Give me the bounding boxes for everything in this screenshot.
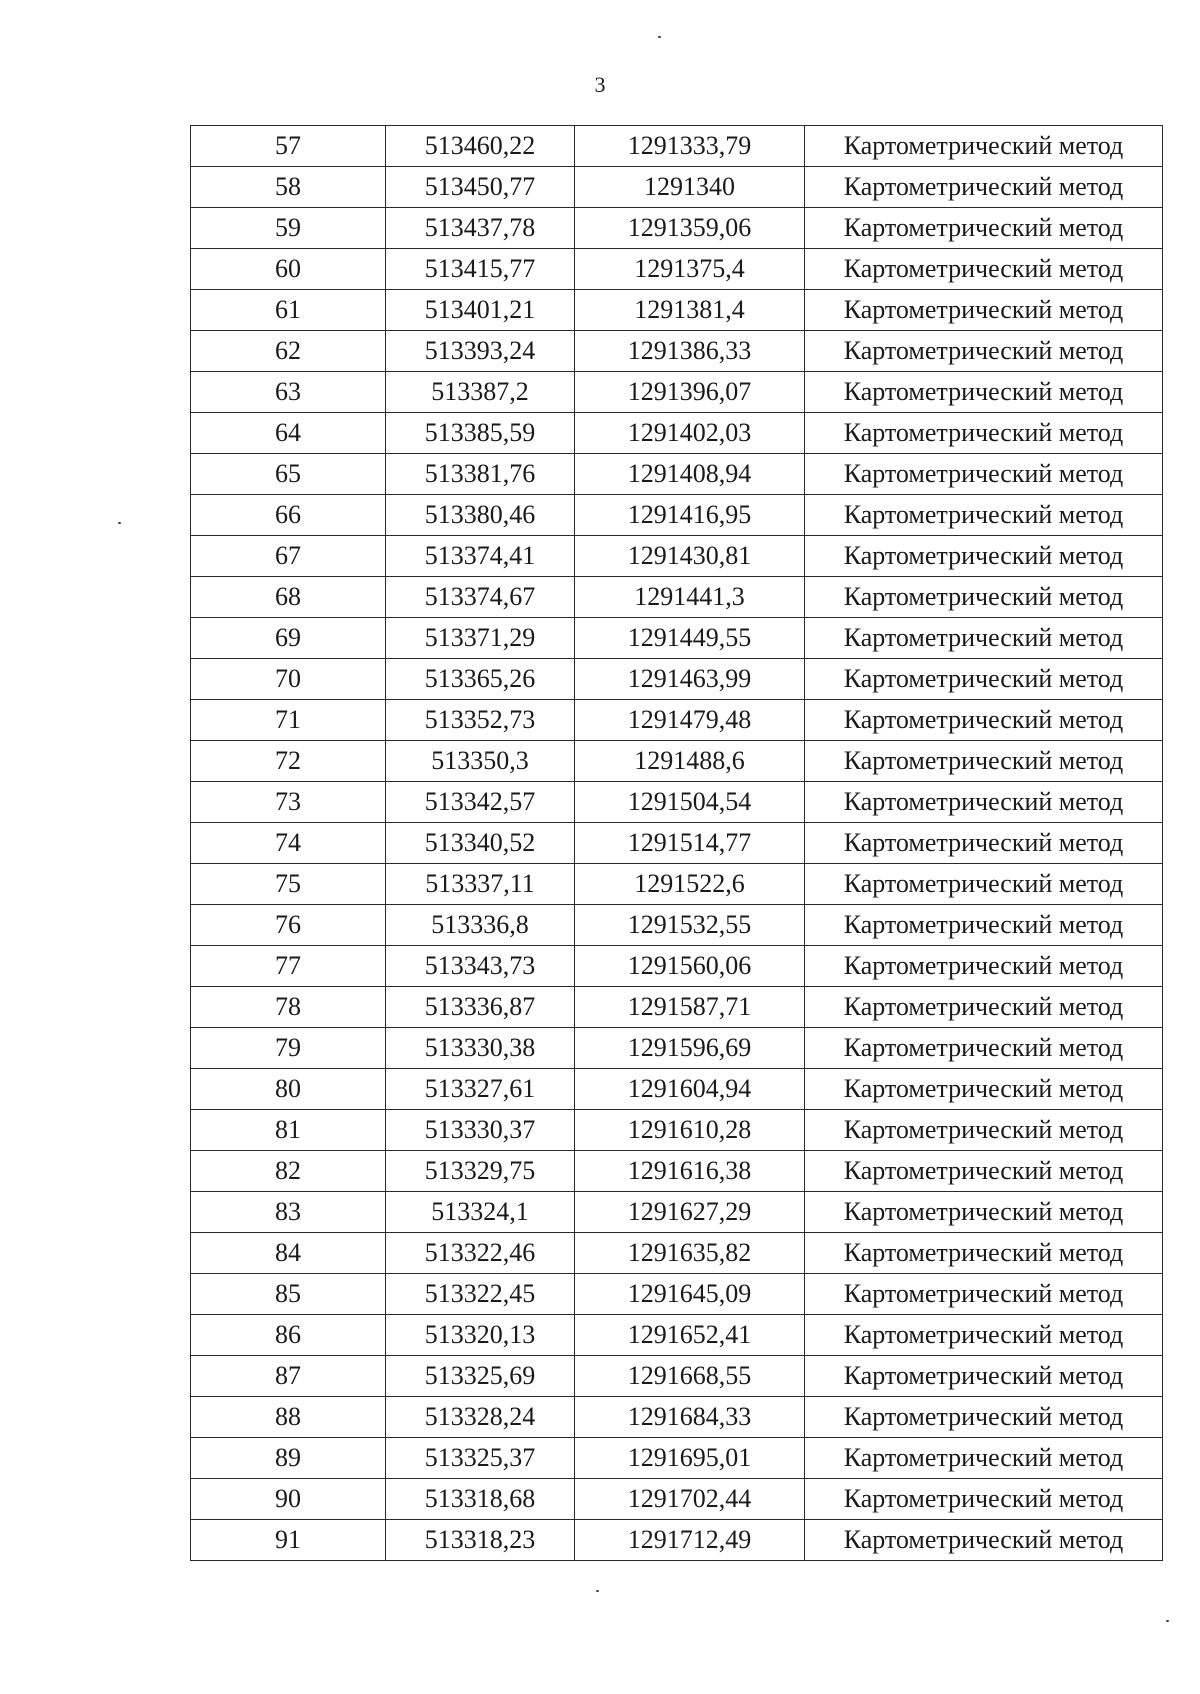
method-cell: Картометрический метод	[805, 372, 1163, 413]
y-coordinate-cell: 1291430,81	[575, 536, 805, 577]
x-coordinate-cell: 513318,23	[386, 1520, 575, 1561]
point-number-cell: 85	[191, 1274, 386, 1315]
x-coordinate-cell: 513329,75	[386, 1151, 575, 1192]
method-cell: Картометрический метод	[805, 1028, 1163, 1069]
point-number-cell: 72	[191, 741, 386, 782]
point-number-cell: 65	[191, 454, 386, 495]
method-cell: Картометрический метод	[805, 208, 1163, 249]
point-number-cell: 87	[191, 1356, 386, 1397]
method-cell: Картометрический метод	[805, 659, 1163, 700]
x-coordinate-cell: 513374,67	[386, 577, 575, 618]
x-coordinate-cell: 513330,37	[386, 1110, 575, 1151]
point-number-cell: 58	[191, 167, 386, 208]
table-row	[191, 1151, 1163, 1192]
x-coordinate-cell: 513350,3	[386, 741, 575, 782]
point-number-cell: 74	[191, 823, 386, 864]
x-coordinate-cell: 513401,21	[386, 290, 575, 331]
table-row	[191, 1479, 1163, 1520]
point-number-cell: 64	[191, 413, 386, 454]
method-cell: Картометрический метод	[805, 331, 1163, 372]
x-coordinate-cell: 513318,68	[386, 1479, 575, 1520]
method-cell: Картометрический метод	[805, 1233, 1163, 1274]
table-row	[191, 659, 1163, 700]
x-coordinate-cell: 513374,41	[386, 536, 575, 577]
x-coordinate-cell: 513322,45	[386, 1274, 575, 1315]
point-number-cell: 84	[191, 1233, 386, 1274]
method-cell: Картометрический метод	[805, 413, 1163, 454]
table-row	[191, 331, 1163, 372]
y-coordinate-cell: 1291616,38	[575, 1151, 805, 1192]
point-number-cell: 89	[191, 1438, 386, 1479]
point-number-cell: 76	[191, 905, 386, 946]
table-row	[191, 372, 1163, 413]
method-cell: Картометрический метод	[805, 1356, 1163, 1397]
method-cell: Картометрический метод	[805, 1438, 1163, 1479]
point-number-cell: 86	[191, 1315, 386, 1356]
table-row	[191, 495, 1163, 536]
table-row	[191, 577, 1163, 618]
table-row	[191, 700, 1163, 741]
table-row	[191, 823, 1163, 864]
x-coordinate-cell: 513460,22	[386, 126, 575, 167]
x-coordinate-cell: 513340,52	[386, 823, 575, 864]
y-coordinate-cell: 1291702,44	[575, 1479, 805, 1520]
point-number-cell: 67	[191, 536, 386, 577]
x-coordinate-cell: 513393,24	[386, 331, 575, 372]
point-number-cell: 79	[191, 1028, 386, 1069]
table-row	[191, 1438, 1163, 1479]
y-coordinate-cell: 1291712,49	[575, 1520, 805, 1561]
point-number-cell: 71	[191, 700, 386, 741]
table-row	[191, 946, 1163, 987]
x-coordinate-cell: 513437,78	[386, 208, 575, 249]
y-coordinate-cell: 1291610,28	[575, 1110, 805, 1151]
method-cell: Картометрический метод	[805, 1479, 1163, 1520]
point-number-cell: 59	[191, 208, 386, 249]
table-row	[191, 618, 1163, 659]
y-coordinate-cell: 1291449,55	[575, 618, 805, 659]
point-number-cell: 60	[191, 249, 386, 290]
method-cell: Картометрический метод	[805, 741, 1163, 782]
table-row	[191, 208, 1163, 249]
point-number-cell: 68	[191, 577, 386, 618]
y-coordinate-cell: 1291645,09	[575, 1274, 805, 1315]
point-number-cell: 81	[191, 1110, 386, 1151]
point-number-cell: 69	[191, 618, 386, 659]
x-coordinate-cell: 513328,24	[386, 1397, 575, 1438]
method-cell: Картометрический метод	[805, 987, 1163, 1028]
x-coordinate-cell: 513380,46	[386, 495, 575, 536]
table-row	[191, 1028, 1163, 1069]
x-coordinate-cell: 513336,87	[386, 987, 575, 1028]
x-coordinate-cell: 513387,2	[386, 372, 575, 413]
y-coordinate-cell: 1291635,82	[575, 1233, 805, 1274]
point-number-cell: 63	[191, 372, 386, 413]
table-row	[191, 413, 1163, 454]
method-cell: Картометрический метод	[805, 1274, 1163, 1315]
point-number-cell: 75	[191, 864, 386, 905]
point-number-cell: 83	[191, 1192, 386, 1233]
x-coordinate-cell: 513325,37	[386, 1438, 575, 1479]
x-coordinate-cell: 513343,73	[386, 946, 575, 987]
point-number-cell: 80	[191, 1069, 386, 1110]
y-coordinate-cell: 1291340	[575, 167, 805, 208]
point-number-cell: 88	[191, 1397, 386, 1438]
method-cell: Картометрический метод	[805, 618, 1163, 659]
method-cell: Картометрический метод	[805, 167, 1163, 208]
y-coordinate-cell: 1291396,07	[575, 372, 805, 413]
point-number-cell: 70	[191, 659, 386, 700]
x-coordinate-cell: 513450,77	[386, 167, 575, 208]
scan-speck	[1166, 1620, 1169, 1622]
point-number-cell: 66	[191, 495, 386, 536]
y-coordinate-cell: 1291386,33	[575, 331, 805, 372]
x-coordinate-cell: 513336,8	[386, 905, 575, 946]
table-row	[191, 126, 1163, 167]
y-coordinate-cell: 1291532,55	[575, 905, 805, 946]
method-cell: Картометрический метод	[805, 864, 1163, 905]
table-row	[191, 536, 1163, 577]
y-coordinate-cell: 1291587,71	[575, 987, 805, 1028]
table-row	[191, 290, 1163, 331]
y-coordinate-cell: 1291652,41	[575, 1315, 805, 1356]
y-coordinate-cell: 1291627,29	[575, 1192, 805, 1233]
x-coordinate-cell: 513342,57	[386, 782, 575, 823]
method-cell: Картометрический метод	[805, 946, 1163, 987]
x-coordinate-cell: 513320,13	[386, 1315, 575, 1356]
y-coordinate-cell: 1291359,06	[575, 208, 805, 249]
table-row	[191, 1233, 1163, 1274]
method-cell: Картометрический метод	[805, 1069, 1163, 1110]
y-coordinate-cell: 1291479,48	[575, 700, 805, 741]
method-cell: Картометрический метод	[805, 1192, 1163, 1233]
coordinates-table	[190, 125, 1163, 1561]
method-cell: Картометрический метод	[805, 905, 1163, 946]
table-row	[191, 454, 1163, 495]
method-cell: Картометрический метод	[805, 1110, 1163, 1151]
scan-speck	[596, 1590, 599, 1592]
table-row	[191, 741, 1163, 782]
x-coordinate-cell: 513352,73	[386, 700, 575, 741]
method-cell: Картометрический метод	[805, 782, 1163, 823]
method-cell: Картометрический метод	[805, 536, 1163, 577]
x-coordinate-cell: 513337,11	[386, 864, 575, 905]
table-row	[191, 249, 1163, 290]
point-number-cell: 57	[191, 126, 386, 167]
y-coordinate-cell: 1291402,03	[575, 413, 805, 454]
x-coordinate-cell: 513381,76	[386, 454, 575, 495]
x-coordinate-cell: 513385,59	[386, 413, 575, 454]
point-number-cell: 82	[191, 1151, 386, 1192]
y-coordinate-cell: 1291441,3	[575, 577, 805, 618]
method-cell: Картометрический метод	[805, 454, 1163, 495]
y-coordinate-cell: 1291522,6	[575, 864, 805, 905]
table-row	[191, 1397, 1163, 1438]
y-coordinate-cell: 1291333,79	[575, 126, 805, 167]
method-cell: Картометрический метод	[805, 823, 1163, 864]
y-coordinate-cell: 1291604,94	[575, 1069, 805, 1110]
scan-speck	[658, 36, 661, 38]
x-coordinate-cell: 513365,26	[386, 659, 575, 700]
y-coordinate-cell: 1291596,69	[575, 1028, 805, 1069]
method-cell: Картометрический метод	[805, 1397, 1163, 1438]
coordinates-table-container	[190, 125, 1162, 1561]
y-coordinate-cell: 1291375,4	[575, 249, 805, 290]
table-row	[191, 1110, 1163, 1151]
x-coordinate-cell: 513330,38	[386, 1028, 575, 1069]
point-number-cell: 78	[191, 987, 386, 1028]
table-row	[191, 987, 1163, 1028]
table-row	[191, 905, 1163, 946]
y-coordinate-cell: 1291488,6	[575, 741, 805, 782]
table-row	[191, 167, 1163, 208]
point-number-cell: 73	[191, 782, 386, 823]
method-cell: Картометрический метод	[805, 126, 1163, 167]
x-coordinate-cell: 513325,69	[386, 1356, 575, 1397]
scan-speck	[118, 522, 121, 524]
point-number-cell: 77	[191, 946, 386, 987]
x-coordinate-cell: 513324,1	[386, 1192, 575, 1233]
x-coordinate-cell: 513322,46	[386, 1233, 575, 1274]
point-number-cell: 91	[191, 1520, 386, 1561]
y-coordinate-cell: 1291514,77	[575, 823, 805, 864]
point-number-cell: 62	[191, 331, 386, 372]
table-row	[191, 1274, 1163, 1315]
table-row	[191, 1315, 1163, 1356]
method-cell: Картометрический метод	[805, 1315, 1163, 1356]
method-cell: Картометрический метод	[805, 290, 1163, 331]
table-row	[191, 864, 1163, 905]
y-coordinate-cell: 1291504,54	[575, 782, 805, 823]
method-cell: Картометрический метод	[805, 495, 1163, 536]
y-coordinate-cell: 1291668,55	[575, 1356, 805, 1397]
method-cell: Картометрический метод	[805, 1520, 1163, 1561]
y-coordinate-cell: 1291684,33	[575, 1397, 805, 1438]
table-row	[191, 782, 1163, 823]
y-coordinate-cell: 1291463,99	[575, 659, 805, 700]
y-coordinate-cell: 1291381,4	[575, 290, 805, 331]
y-coordinate-cell: 1291695,01	[575, 1438, 805, 1479]
page-number: 3	[594, 72, 606, 97]
method-cell: Картометрический метод	[805, 1151, 1163, 1192]
method-cell: Картометрический метод	[805, 249, 1163, 290]
x-coordinate-cell: 513327,61	[386, 1069, 575, 1110]
y-coordinate-cell: 1291560,06	[575, 946, 805, 987]
table-row	[191, 1192, 1163, 1233]
table-row	[191, 1520, 1163, 1561]
point-number-cell: 61	[191, 290, 386, 331]
point-number-cell: 90	[191, 1479, 386, 1520]
x-coordinate-cell: 513415,77	[386, 249, 575, 290]
method-cell: Картометрический метод	[805, 700, 1163, 741]
y-coordinate-cell: 1291416,95	[575, 495, 805, 536]
table-row	[191, 1069, 1163, 1110]
x-coordinate-cell: 513371,29	[386, 618, 575, 659]
method-cell: Картометрический метод	[805, 577, 1163, 618]
table-row	[191, 1356, 1163, 1397]
coordinates-table-body	[191, 126, 1163, 1561]
y-coordinate-cell: 1291408,94	[575, 454, 805, 495]
